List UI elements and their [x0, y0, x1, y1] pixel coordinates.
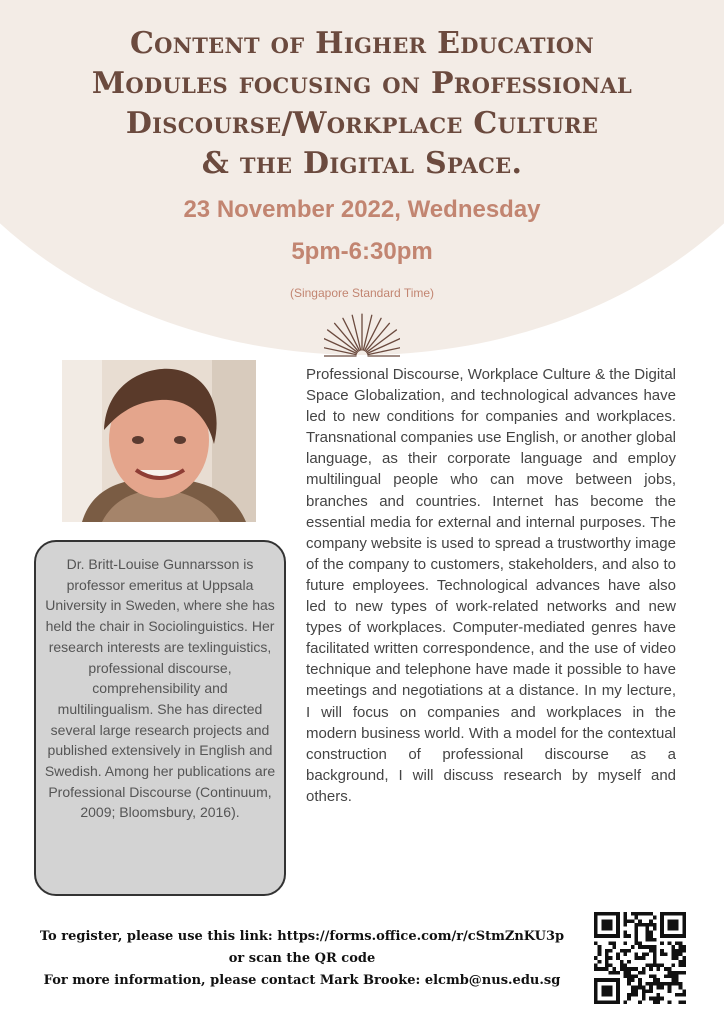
title-line-1: Content of Higher Education — [129, 26, 595, 61]
lecture-abstract: Professional Discourse, Workplace Culture & the Digital Space Globalization, and technological advances have led to new conditions for companies and workplaces. Transnational companies use English, or another global language, as their corporate language and employ multilingual people who can move between jobs, branches and countries. Internet has become the essential media for external and internal purposes. The company website is used to spread a trustworthy image of the company to customers, stakeholders, and also to future employees. Technological advances have also led to new types of work-related networks and new types of workplaces. Computer-mediated genres have facilitated written correspondence, and the use of video technique and telephone have made it possible to have meetings and negotiations at a distance. In my lecture, I will focus on companies and workplaces in the modern business world. With a model for the contextual construction of professional discourse as a background, I will discuss research by myself and others. — [306, 366, 676, 805]
event-time: 5pm-6:30pm — [291, 238, 433, 265]
page-title — [20, 24, 704, 184]
title-line-3: Discourse/Workplace Culture — [125, 106, 599, 141]
event-date: 23 November 2022, Wednesday — [183, 196, 541, 223]
speaker-bio-box — [34, 540, 286, 896]
scan-qr-line: or scan the QR code — [228, 951, 376, 966]
speaker-bio-text: Dr. Britt-Louise Gunnarsson is professor emeritus at Uppsala University in Sweden, where she has held the chair in Sociolinguistics. Her research interests are texlinguistics, professional discourse, comprehensibility and multilingualism. She has directed several large research projects and published extensively in English and Swedish. Among her publications are Professional Discourse (Continuum, 2009; Bloomsbury, 2016). — [44, 556, 276, 821]
contact-line: For more information, please contact Mark Brooke: elcmb@nus.edu.sg — [43, 973, 561, 988]
event-timezone: (Singapore Standard Time) — [289, 286, 435, 300]
sunburst-icon — [324, 306, 400, 360]
title-line-4: & the Digital Space. — [201, 146, 523, 181]
footer-info — [20, 926, 584, 992]
registration-line: To register, please use this link: https://forms.office.com/r/cStmZnKU3p — [39, 929, 565, 944]
title-line-2: Modules focusing on Professional — [91, 66, 633, 101]
speaker-photo — [62, 360, 256, 522]
qr-code-icon[interactable] — [594, 912, 686, 1004]
